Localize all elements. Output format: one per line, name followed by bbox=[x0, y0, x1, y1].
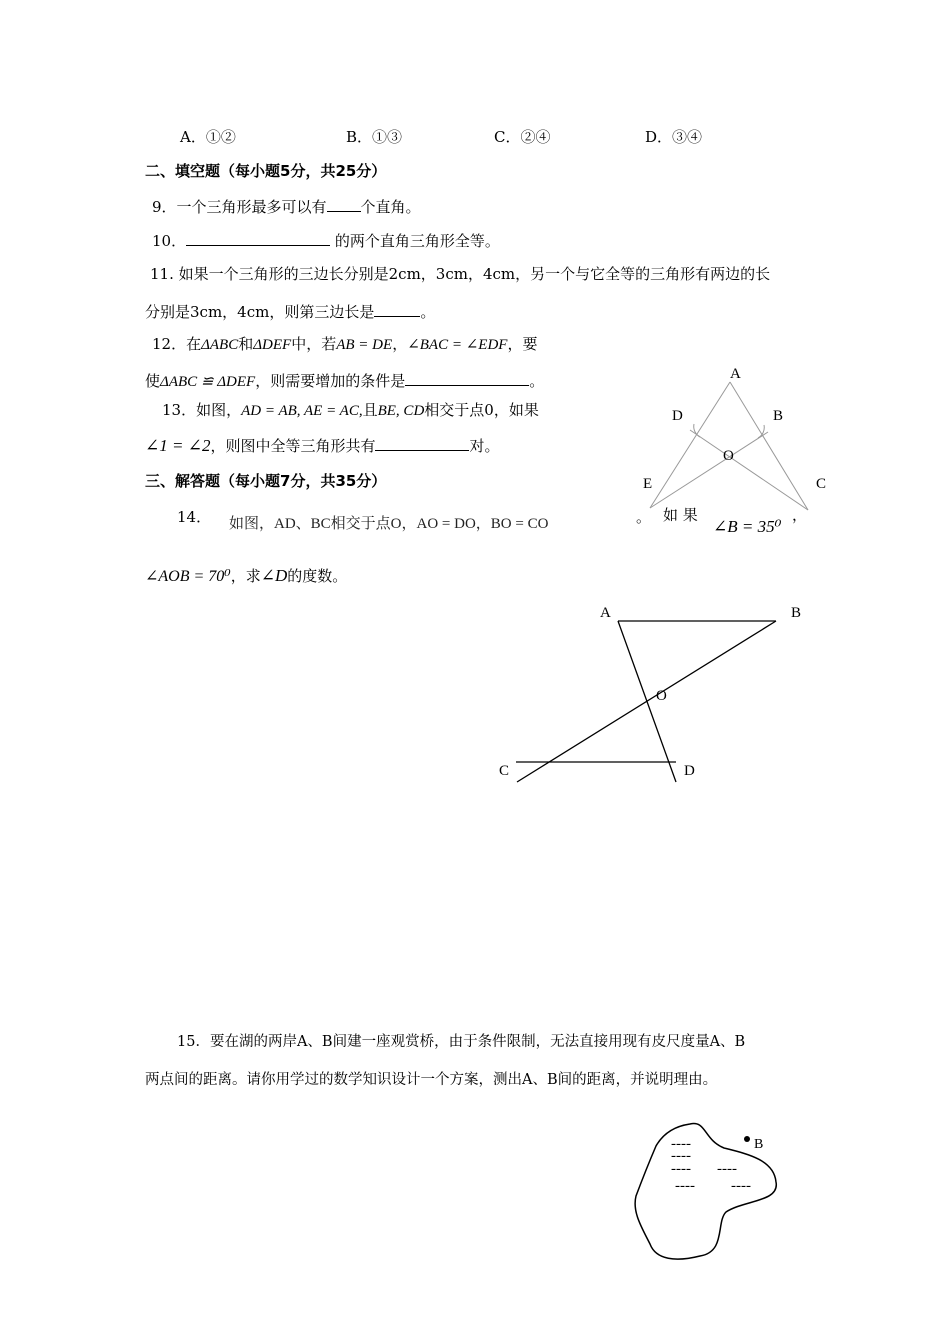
q13-blank[interactable] bbox=[375, 434, 469, 451]
q13-angle-eq: ∠1 = ∠2 bbox=[145, 436, 211, 455]
question-9 bbox=[152, 195, 421, 217]
water-mark: ---- bbox=[671, 1136, 691, 1152]
fig13-label-c: C bbox=[816, 476, 827, 492]
q14-angle-aob: ∠AOB = 70⁰ bbox=[145, 568, 231, 585]
q12-line2-suffix: 。 bbox=[529, 372, 545, 390]
q11-line2-prefix: 分别是3cm，4cm，则第三边长是 bbox=[145, 303, 375, 321]
fig14-segment-bc bbox=[517, 621, 776, 782]
q12-line1 bbox=[152, 334, 537, 355]
water-mark: ---- bbox=[671, 1161, 691, 1177]
q13-line2-suffix: 对。 bbox=[469, 437, 500, 455]
q13-mid2: 相交于点 bbox=[424, 401, 485, 419]
q10-suffix: 的两个直角三角形全等。 bbox=[334, 232, 500, 250]
figure-q13 bbox=[620, 360, 840, 530]
fig14-label-a: A bbox=[600, 605, 611, 621]
q13-lines: BE, CD bbox=[377, 403, 425, 419]
q8-option-b: B．①③ bbox=[346, 128, 403, 146]
fig13-side-ac bbox=[730, 382, 808, 510]
q14-period: 。 bbox=[636, 508, 652, 526]
q12-line2-prefix: 使 bbox=[145, 372, 161, 390]
q12-blank[interactable] bbox=[405, 369, 529, 386]
q12-congruence: ΔABC ≌ ΔDEF bbox=[160, 374, 256, 390]
q15-line1: 15．要在湖的两岸A、B间建一座观赏桥，由于条件限制，无法直接用现有皮尺度量A、B bbox=[177, 1034, 746, 1050]
q14-number: 14． bbox=[177, 508, 212, 526]
q9-suffix: 个直角。 bbox=[360, 198, 421, 216]
q8-option-a: A．①② bbox=[180, 128, 236, 146]
fig15-label-b: B bbox=[754, 1137, 764, 1152]
q12-and: 和 bbox=[238, 335, 254, 353]
question-10 bbox=[152, 229, 500, 251]
fig13-label-o: O bbox=[723, 448, 734, 464]
q11-line2-suffix: 。 bbox=[420, 303, 436, 321]
q12-line2-mid: ，则需要增加的条件是 bbox=[255, 372, 406, 390]
fig13-segment-dc bbox=[690, 430, 808, 510]
q13-mid: 且 bbox=[362, 401, 378, 419]
fig14-label-b: B bbox=[791, 605, 802, 621]
q11-line2 bbox=[145, 300, 435, 322]
q10-blank[interactable] bbox=[186, 229, 330, 246]
q13-line1 bbox=[162, 400, 539, 421]
q13-cond: AD = AB, AE = AC, bbox=[241, 403, 363, 419]
q13-line2 bbox=[145, 434, 500, 456]
figure-q15-lake bbox=[625, 1115, 795, 1265]
q14-if: 如 果 bbox=[663, 506, 698, 524]
fig13-label-b: B bbox=[773, 408, 784, 424]
water-mark: ---- bbox=[731, 1178, 751, 1194]
fig13-label-e: E bbox=[643, 476, 653, 492]
q12-mid: 中，若 bbox=[291, 335, 337, 353]
q13-line2-mid: ，则图中全等三角形共有 bbox=[210, 437, 376, 455]
section2-title: 二、填空题（每小题5分，共25分） bbox=[145, 162, 387, 180]
q12-prefix: 12．在 bbox=[152, 335, 202, 353]
fig13-label-a: A bbox=[730, 366, 741, 382]
q12-line2 bbox=[145, 369, 544, 392]
q13-point: 0 bbox=[484, 401, 494, 419]
q8-option-c: C．②④ bbox=[494, 128, 551, 146]
fig14-label-o: O bbox=[656, 688, 667, 704]
fig14-label-d: D bbox=[684, 763, 695, 779]
section3-title: 三、解答题（每小题7分，共35分） bbox=[145, 472, 387, 490]
q12-tri2: ΔDEF bbox=[253, 337, 292, 353]
q12-tri1: ΔABC bbox=[201, 337, 239, 353]
q13-tail: ，如果 bbox=[493, 401, 539, 419]
figure-q14 bbox=[490, 595, 820, 795]
q14-angle-b: ∠B = 35⁰ bbox=[713, 517, 782, 536]
q14-comma: ， bbox=[792, 506, 808, 524]
water-mark: ---- bbox=[717, 1161, 737, 1177]
q8-option-d: D．③④ bbox=[645, 128, 703, 146]
point-b-dot bbox=[744, 1136, 750, 1142]
fig13-label-d: D bbox=[672, 408, 683, 424]
q11-blank[interactable] bbox=[374, 300, 420, 317]
q14-line2-text: ，求 bbox=[230, 567, 261, 585]
q13-prefix: 13．如图， bbox=[162, 401, 242, 419]
q10-prefix: 10． bbox=[152, 232, 187, 250]
q9-prefix: 9．一个三角形最多可以有 bbox=[152, 198, 327, 216]
q14-line2-suffix: 的度数。 bbox=[287, 567, 348, 585]
water-mark: ---- bbox=[675, 1178, 695, 1194]
q12-tail: ，要 bbox=[507, 335, 538, 353]
q15-line2: 两点间的距离。请你用学过的数学知识设计一个方案，测出A、B间的距离，并说明理由。 bbox=[145, 1072, 718, 1088]
q12-cond2: ∠BAC = ∠EDF bbox=[407, 337, 508, 353]
water-mark: ---- bbox=[671, 1148, 691, 1164]
q9-blank[interactable] bbox=[327, 195, 361, 212]
q14-text: 如图，AD、BC相交于点O，AO = DO，BO = CO bbox=[229, 516, 549, 532]
fig13-side-ae bbox=[650, 382, 730, 508]
fig14-label-c: C bbox=[499, 763, 510, 779]
q11-line1: 11. 如果一个三角形的三边长分别是2cm，3cm，4cm，另一个与它全等的三角形有两边的长 bbox=[150, 265, 771, 283]
q14-line2 bbox=[145, 566, 347, 587]
q14-angle-d: ∠D bbox=[260, 566, 288, 585]
q12-cond1: AB = DE bbox=[336, 337, 393, 353]
q12-comma: ， bbox=[392, 335, 408, 353]
